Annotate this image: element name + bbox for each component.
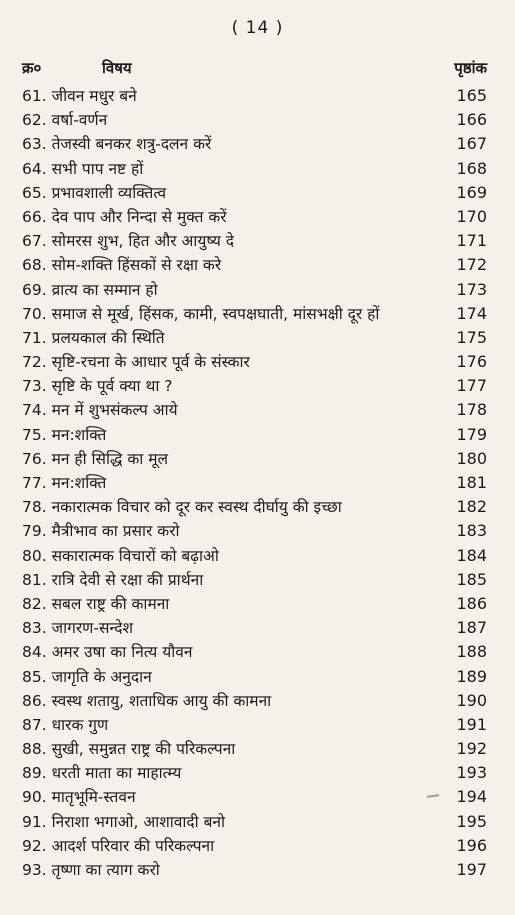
toc-entry [22,108,487,132]
toc-entry [22,157,487,181]
toc-entry [22,302,487,326]
header-serial-number: क्र० [22,59,42,77]
toc-entry [22,350,487,374]
entry-title: 62. वर्षा-वर्णन [22,111,108,130]
entry-page-number: 176 [456,352,487,372]
entry-page-number: 175 [456,327,487,347]
entry-title: 69. व्रात्य का सम्मान हो [22,280,158,299]
entry-title: 67. सोमरस शुभ, हित और आयुष्य दे [22,232,234,251]
toc-entry [22,568,487,592]
toc-entry [22,592,487,616]
entry-page-number: 172 [456,255,487,275]
toc-entry [22,253,487,277]
entry-title: 93. तृष्णा का त्याग करो [22,861,160,879]
entry-title: 78. नकारात्मक विचार को दूर कर स्वस्थ दीर्घायु की इच्छा [22,498,342,517]
toc-entry [22,834,487,858]
entry-title: 77. मन:शक्ति [22,474,107,492]
toc-entry [22,616,487,640]
entry-title: 61. जीवन मधुर बने [22,87,137,105]
header-page-number: पृष्ठांक [454,59,487,77]
toc-entry [22,447,487,471]
entry-page-number: 179 [456,424,487,444]
entry-page-number: 191 [456,714,487,734]
entry-title: 72. सृष्टि-रचना के आधार पूर्व के संस्कार [22,353,250,372]
entry-page-number: 196 [456,835,487,855]
entry-page-number: 188 [456,642,487,662]
entry-page-number: 185 [456,569,487,589]
entry-page-number: 197 [456,860,487,879]
entry-page-number: 167 [456,134,487,154]
entry-title: 92. आदर्श परिवार की परिकल्पना [22,836,215,855]
toc-entry [22,785,487,809]
toc-entry [22,665,487,689]
toc-entry [22,761,487,785]
toc-entry [22,640,487,664]
entry-title: 87. धारक गुण [22,715,109,734]
entry-page-number: 178 [456,400,487,420]
entry-page-number: 194 [456,787,487,807]
entry-page-number: 193 [456,763,487,783]
page-number: ( 14 ) [231,18,284,38]
toc-entry [22,229,487,253]
entry-page-number: 183 [456,521,487,541]
toc-entry [22,495,487,519]
toc-entry [22,423,487,447]
entry-title: 90. मातृभूमि-स्तवन [22,788,136,807]
table-of-contents [22,84,487,882]
entry-page-number: 168 [456,158,487,178]
entry-page-number: 187 [456,618,487,638]
toc-entry [22,519,487,543]
entry-title: 91. निराशा भगाओ, आशावादी बनो [22,812,226,831]
entry-title: 85. जागृति के अनुदान [22,667,152,686]
entry-page-number: 181 [456,473,487,492]
entry-title: 82. सबल राष्ट्र की कामना [22,594,170,613]
toc-entry [22,544,487,568]
entry-title: 81. रात्रि देवी से रक्षा की प्रार्थना [22,570,204,589]
toc-entry [22,398,487,422]
header-subject: विषय [102,59,132,77]
entry-page-number: 182 [456,497,487,517]
entry-title: 89. धरती माता का माहात्म्य [22,764,182,783]
toc-entry [22,132,487,156]
toc-entry [22,181,487,205]
entry-title: 65. प्रभावशाली व्यक्तित्व [22,183,167,202]
toc-entry [22,810,487,834]
entry-page-number: 190 [456,690,487,710]
entry-page-number: 186 [456,593,487,613]
entry-page-number: 173 [456,279,487,299]
toc-entry [22,278,487,302]
entry-page-number: 170 [456,206,487,226]
entry-title: 86. स्वस्थ शतायु, शताधिक आयु की कामना [22,691,272,710]
toc-entry [22,713,487,737]
entry-title: 84. अमर उषा का नित्य यौवन [22,643,193,662]
entry-page-number: 169 [456,182,487,202]
entry-title: 66. देव पाप और निन्दा से मुक्त करें [22,207,227,226]
toc-entry [22,737,487,761]
entry-title: 74. मन में शुभसंकल्प आये [22,401,178,420]
entry-page-number: 195 [456,811,487,831]
toc-entry [22,471,487,495]
entry-title: 79. मैत्रीभाव का प्रसार करो [22,522,180,541]
entry-title: 76. मन ही सिद्धि का मूल [22,449,168,468]
toc-entry [22,84,487,108]
entry-title: 63. तेजस्वी बनकर शत्रु-दलन करें [22,135,212,154]
entry-title: 71. प्रलयकाल की स्थिति [22,328,165,347]
entry-page-number: 171 [456,231,487,251]
entry-title: 75. मन:शक्ति [22,425,107,444]
toc-entry [22,689,487,713]
entry-title: 64. सभी पाप नष्ट हों [22,159,144,178]
entry-title: 88. सुखी, समुन्नत राष्ट्र की परिकल्पना [22,740,236,759]
entry-page-number: 165 [456,86,487,105]
entry-title: 83. जागरण-सन्देश [22,619,133,638]
entry-title: 73. सृष्टि के पूर्व क्या था ? [22,377,173,396]
entry-title: 68. सोम-शक्ति हिंसकों से रक्षा करे [22,256,222,275]
entry-page-number: 189 [456,666,487,686]
entry-page-number: 166 [456,110,487,130]
entry-page-number: 177 [456,376,487,396]
entry-page-number: 184 [456,545,487,565]
toc-entry [22,858,487,882]
entry-title: 80. सकारात्मक विचारों को बढ़ाओ [22,546,219,565]
entry-page-number: 180 [456,448,487,468]
toc-entry [22,326,487,350]
entry-page-number: 174 [456,303,487,323]
toc-entry [22,205,487,229]
entry-page-number: 192 [456,739,487,759]
toc-header [22,58,487,80]
toc-entry [22,374,487,398]
entry-title: 70. समाज से मूर्ख, हिंसक, कामी, स्वपक्षघाती, मांसभक्षी दूर हों [22,304,380,323]
